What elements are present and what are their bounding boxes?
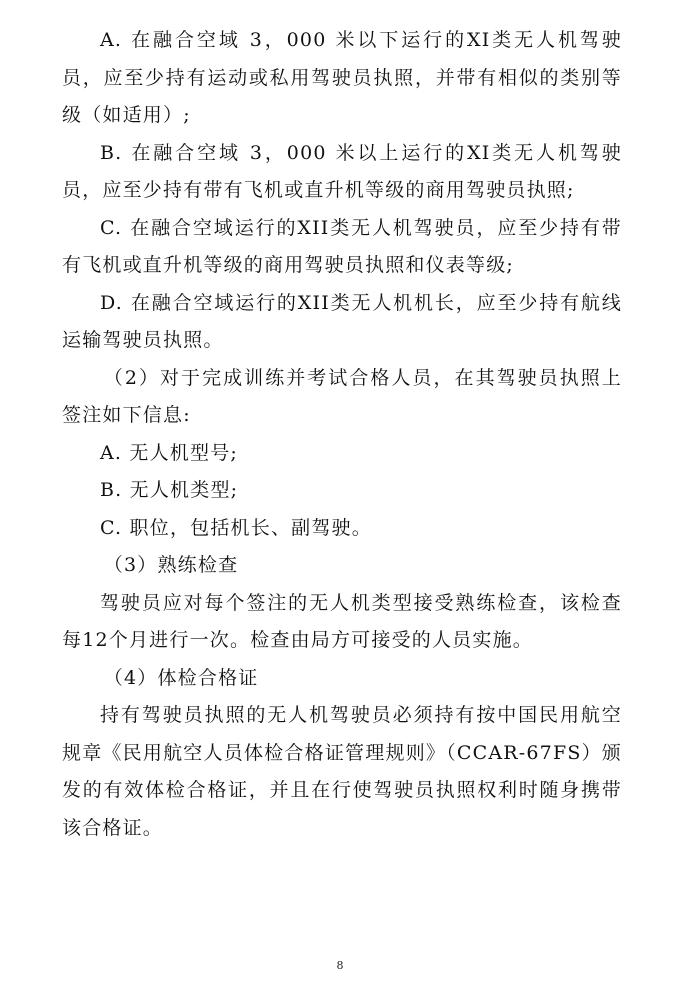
requirement-b: B. 在融合空域 3，000 米以上运行的XI类无人机驾驶员，应至少持有带有飞机或直升机等级的商用驾驶员执照; <box>62 141 622 201</box>
requirement-d: D. 在融合空域运行的XII类无人机机长，应至少持有航线运输驾驶员执照。 <box>62 291 622 351</box>
section-4-body: 持有驾驶员执照的无人机驾驶员必须持有按中国民用航空规章《民用航空人员体检合格证管理规则》（CCAR-67FS）颁发的有效体检合格证，并且在行使驾驶员执照权利时随身携带该合格证。 <box>62 704 622 839</box>
endorsement-item-a: A. 无人机型号; <box>100 441 239 464</box>
section-4-heading: （4）体检合格证 <box>103 666 259 689</box>
section-3-heading: （3）熟练检查 <box>103 554 239 576</box>
endorsement-item-b: B. 无人机类型; <box>100 479 239 501</box>
endorsement-item-c: C. 职位，包括机长、副驾驶。 <box>100 516 372 539</box>
requirement-c: C. 在融合空域运行的XII类无人机驾驶员，应至少持有带有飞机或直升机等级的商用驾驶员执照和仪表等级; <box>62 216 622 276</box>
document-page <box>62 22 622 847</box>
section-2-endorsement: （2）对于完成训练并考试合格人员，在其驾驶员执照上签注如下信息: <box>62 366 622 426</box>
requirement-a: A. 在融合空域 3，000 米以下运行的XI类无人机驾驶员，应至少持有运动或私用驾驶员执照，并带有相似的类别等级（如适用）; <box>62 29 622 126</box>
page-number: 8 <box>336 959 344 972</box>
section-3-body: 驾驶员应对每个签注的无人机类型接受熟练检查，该检查每12个月进行一次。检查由局方可接受的人员实施。 <box>62 591 622 651</box>
